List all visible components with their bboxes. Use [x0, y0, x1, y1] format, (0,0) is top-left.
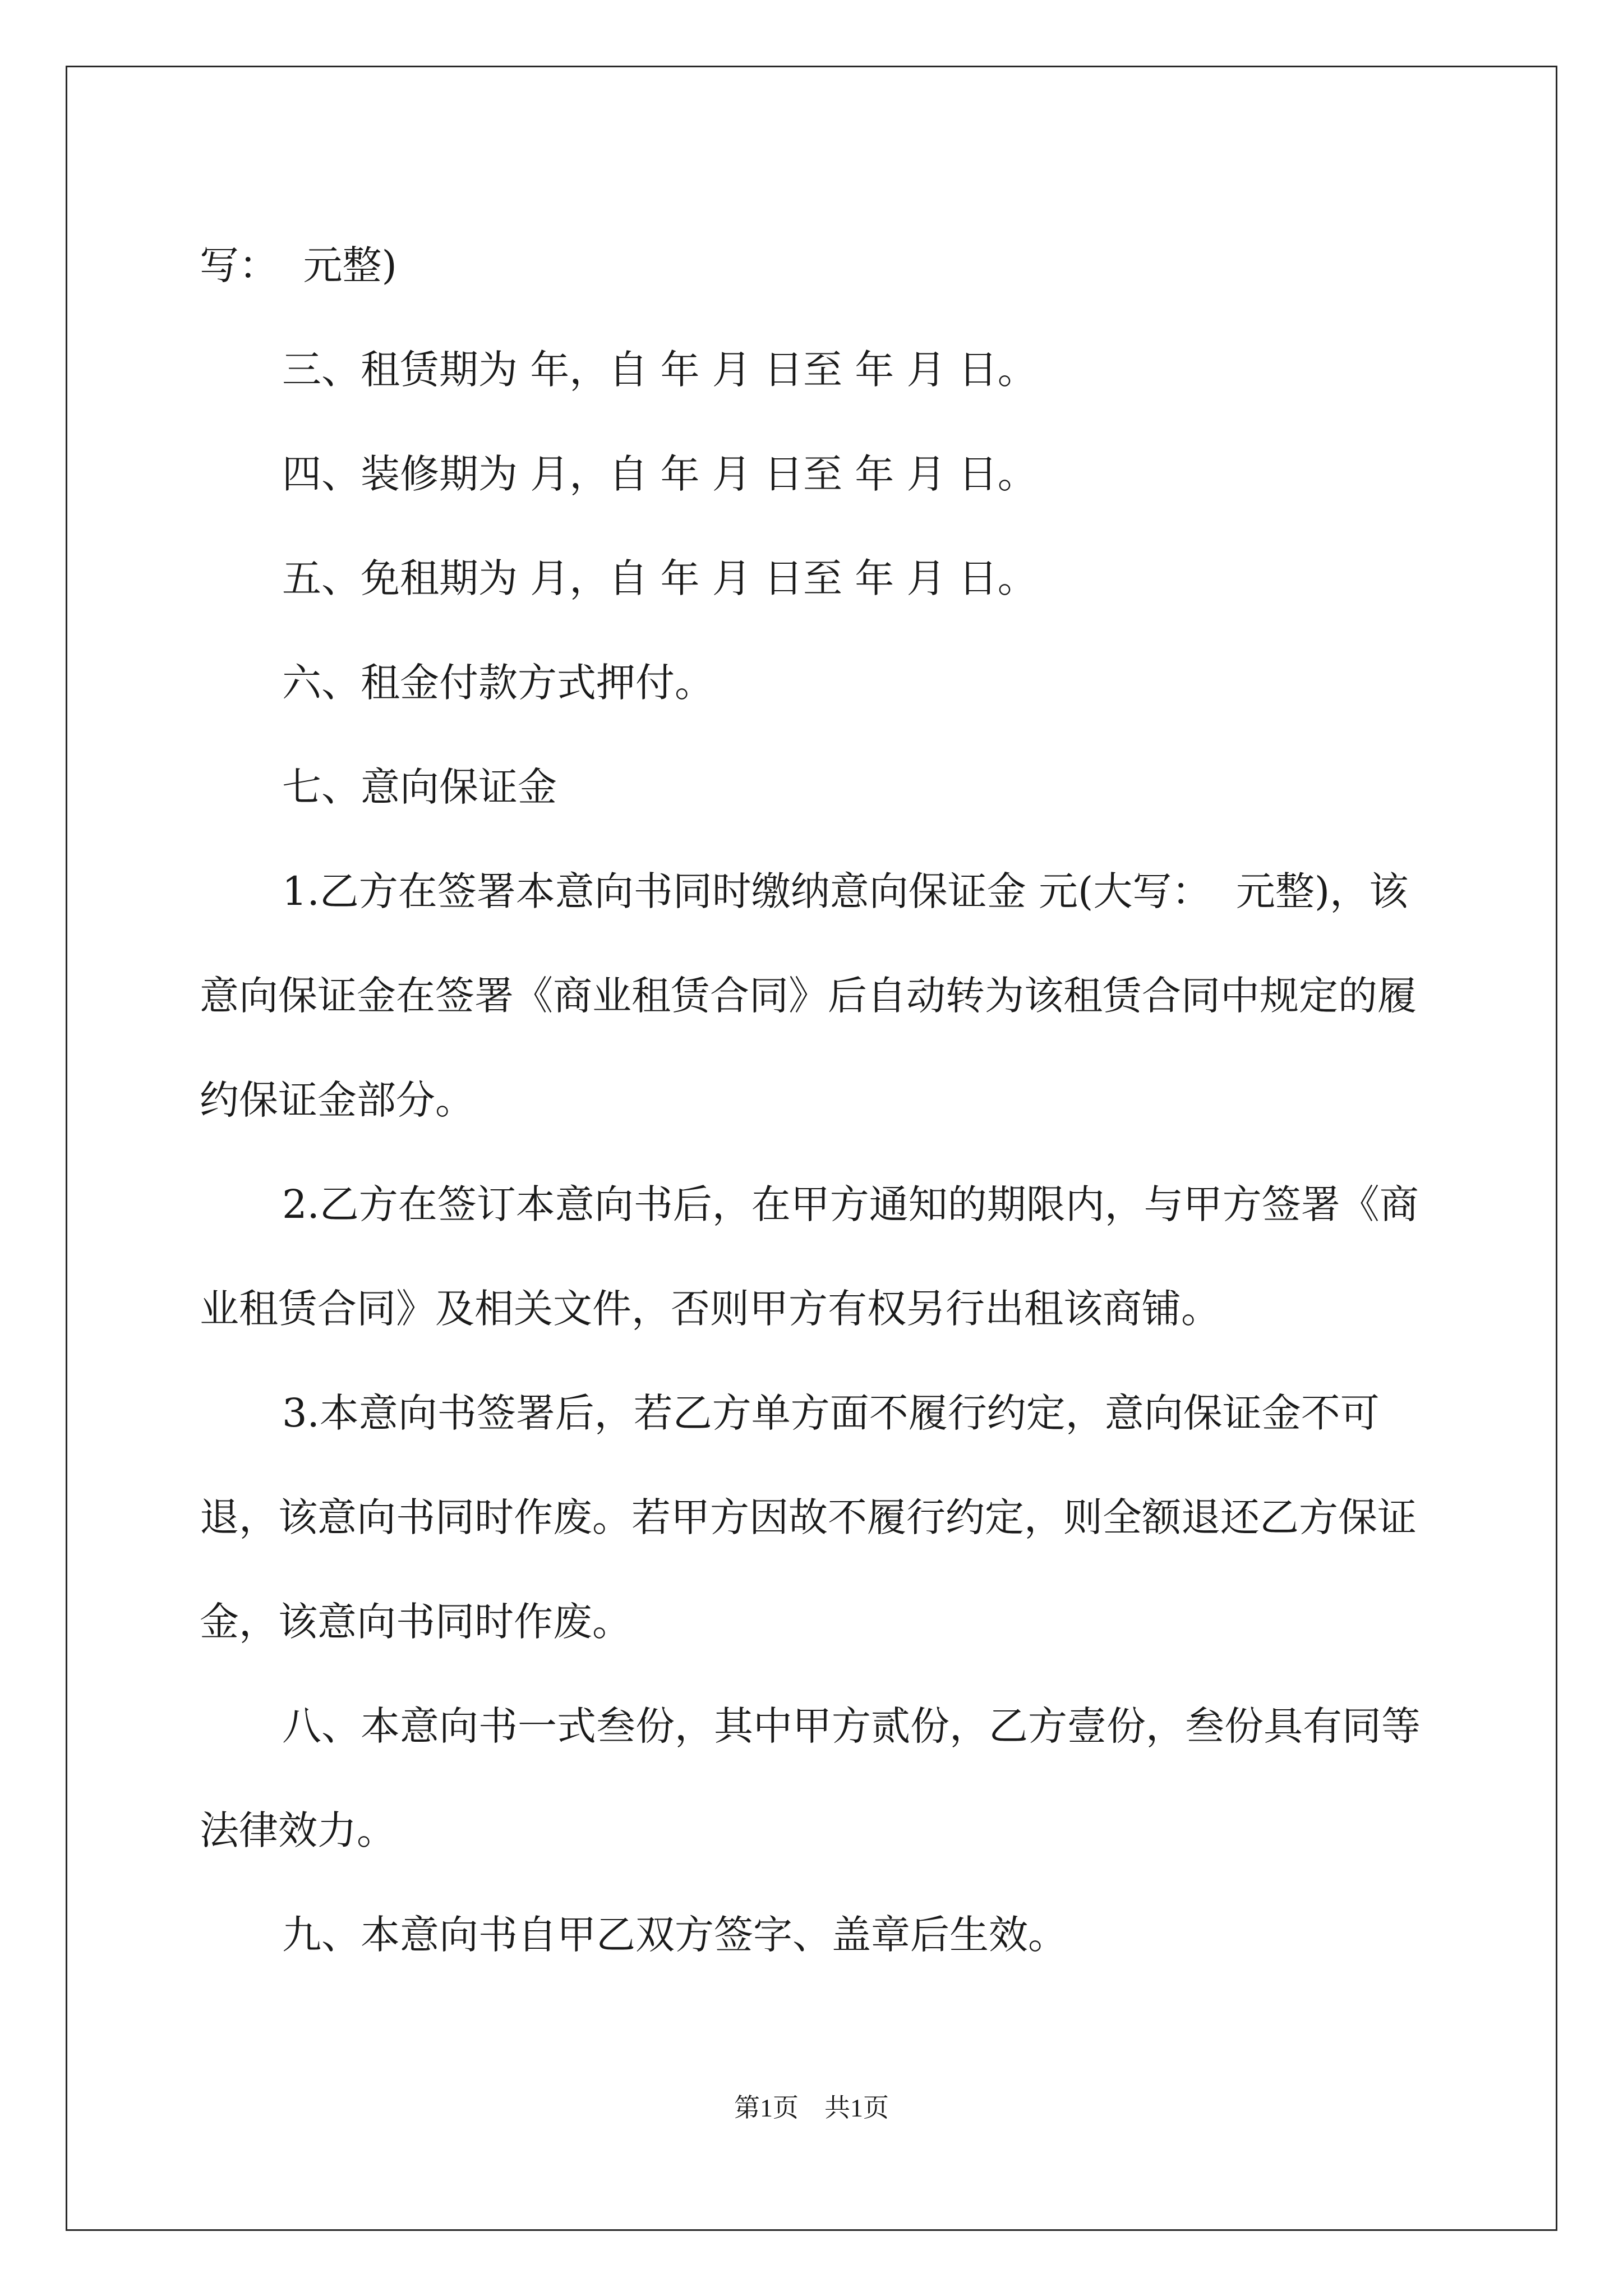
paragraph-deposit-item-2: 2.乙方在签订本意向书后，在甲方通知的期限内，与甲方签署《商业租赁合同》及相关文件，否则甲方有权另行出租该商铺。 [200, 1181, 1419, 1332]
paragraph-lease-term: 三、租赁期为 年，自 年 月 日至 年 月 日。 [282, 347, 1037, 393]
paragraph-deposit-item-3: 3.本意向书签署后，若乙方单方面不履行约定，意向保证金不可退，该意向书同时作废。若甲方因故不履行约定，则全额退还乙方保证金，该意向书同时作废。 [200, 1390, 1417, 1645]
paragraph-1: 写： 元整) [200, 242, 397, 288]
paragraph-effective: 九、本意向书自甲乙双方签字、盖章后生效。 [282, 1912, 1067, 1958]
document-body [200, 213, 1422, 1987]
paragraph-copies: 八、本意向书一式叁份，其中甲方贰份，乙方壹份，叁份具有同等法律效力。 [200, 1703, 1421, 1853]
paragraph-payment-method: 六、租金付款方式押付。 [282, 660, 714, 706]
paragraph-renovation-period: 四、装修期为 月，自 年 月 日至 年 月 日。 [282, 451, 1037, 497]
paragraph-deposit-heading: 七、意向保证金 [282, 764, 557, 810]
paragraph-rent-free-period: 五、免租期为 月，自 年 月 日至 年 月 日。 [282, 555, 1037, 601]
page-footer: 第1页 共1页 [734, 2093, 889, 2122]
paragraph-deposit-item-1: 1.乙方在签署本意向书同时缴纳意向保证金 元(大写： 元整)，该意向保证金在签署《商业租赁合同》后自动转为该租赁合同中规定的履约保证金部分。 [200, 868, 1417, 1123]
